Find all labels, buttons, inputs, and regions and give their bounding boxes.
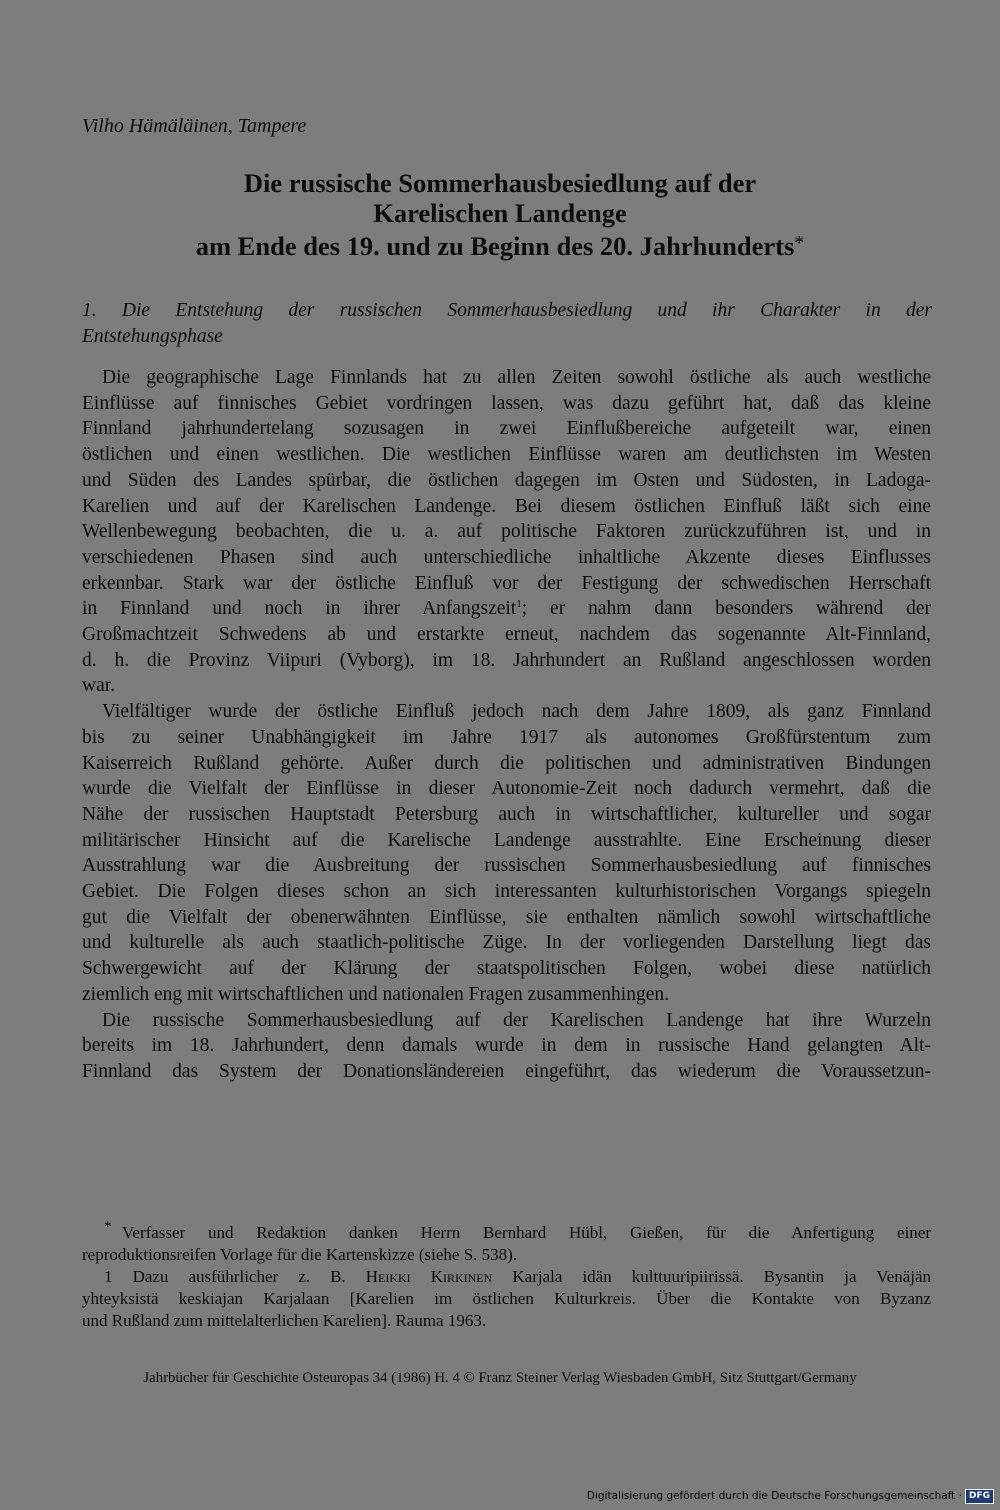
- footnotes: [82, 1219, 932, 1332]
- text-line: [82, 596, 931, 622]
- text-line: Wellenbewegung beobachten, die u. a. auf politische Faktoren zurückzuführen ist, und in: [82, 521, 931, 543]
- footnote-ref[interactable]: 1: [516, 598, 522, 611]
- text-line: Kaiserreich Rußland gehörte. Außer durch die politischen und administrativen Bindungen: [82, 752, 931, 774]
- text-segment: in Finnland und noch in ihrer Anfangszeit: [82, 598, 517, 620]
- footnote-text: Karjala idän kulttuuripiirissä. Bysantin ja Venäjän: [512, 1267, 932, 1286]
- footnote-text: Dazu ausführlicher z. B.: [132, 1267, 346, 1286]
- text-line: Finnland das System der Donationsländereien eingeführt, das wiederum die Voraussetzun-: [82, 1060, 931, 1082]
- text-line: gut die Vielfalt der obenerwähnten Einflüsse, sie enthalten nämlich sowohl wirtschaftliche: [82, 906, 931, 928]
- title-line: Die russische Sommerhausbesiedlung auf der: [243, 168, 757, 198]
- text-line: ziemlich eng mit wirtschaftlichen und nationalen Fragen zusammenhingen.: [82, 983, 669, 1005]
- text-line: Schwergewicht auf der Klärung der staatspolitischen Folgen, wobei diese natürlich: [82, 958, 931, 980]
- text-line: und kulturelle als auch staatlich-politische Züge. In der vorliegenden Darstellung liegt das: [82, 932, 931, 954]
- text-line: bereits im 18. Jahrhundert, denn damals wurde in dem in russische Hand gelangten Alt-: [82, 1035, 931, 1057]
- text-line: und Süden des Landes spürbar, die östlichen dagegen im Osten und Südosten, in Ladoga-: [82, 469, 931, 491]
- title-footnote-mark[interactable]: *: [794, 232, 805, 254]
- text-line: Die geographische Lage Finnlands hat zu allen Zeiten sowohl östliche als auch westliche: [102, 367, 931, 388]
- text-line: Ausstrahlung war die Ausbreitung der russischen Sommerhausbesiedlung auf finnisches: [82, 855, 931, 877]
- footnote-line: reproduktionsreifen Vorlage für die Kartenskizze (siehe S. 538).: [82, 1245, 518, 1264]
- article-title: [60, 168, 940, 261]
- dfg-logo: DFG: [965, 1489, 994, 1504]
- text-line: Großmachtzeit Schwedens ab und erstarkte erneut, nachdem das sogenannte Alt-Finnland,: [82, 624, 931, 646]
- text-line: verschiedenen Phasen sind auch unterschiedliche inhaltliche Akzente dieses Einflusses: [82, 546, 931, 568]
- footnote-author: Heikki Kirkinen: [365, 1267, 493, 1286]
- text-line: wurde die Vielfalt der Einflüsse in dieser Autonomie-Zeit noch dadurch vermehrt, daß die: [82, 778, 931, 800]
- body-text: [82, 365, 931, 1085]
- title-line: Karelischen Landenge: [373, 198, 627, 228]
- section-heading-line: Entstehungsphase: [82, 326, 223, 347]
- footnote-line: und Rußland zum mittelalterlichen Karelien]. Rauma 1963.: [82, 1311, 487, 1330]
- title-line: [60, 228, 940, 261]
- footnote-line: Verfasser und Redaktion danken Herrn Bernhard Hübl, Gießen, für die Anfertigung einer: [122, 1223, 931, 1242]
- text-line: Vielfältiger wurde der östliche Einfluß jedoch nach dem Jahre 1809, als ganz Finnland: [102, 701, 931, 723]
- text-line: Nähe der russischen Hauptstadt Petersburg auch in wirtschaftlicher, kultureller und sogar: [82, 803, 931, 825]
- footnote-line: yhteyksistä keskiajan Karjalaan [Karelien im östlichen Kulturkreis. Über die Kontakte von Byzanz: [82, 1289, 931, 1308]
- text-line: erkennbar. Stark war der östliche Einfluß vor der Festigung der schwedischen Herrschaft: [82, 572, 931, 594]
- text-line: Einflüsse auf finnisches Gebiet vordringen lassen, was dazu geführt hat, daß das kleine: [82, 392, 931, 414]
- digitization-notice: Digitalisierung gefördert durch die Deutsche Forschungsgemeinschaft ·: [586, 1490, 962, 1502]
- text-line: bis zu seiner Unabhängigkeit im Jahre 1917 als autonomes Großfürstentum zum: [82, 726, 931, 748]
- text-line: Die russische Sommerhausbesiedlung auf der Karelischen Landenge hat ihre Wurzeln: [102, 1009, 931, 1031]
- text-line: östlichen und einen westlichen. Die westlichen Einflüsse waren am deutlichsten im Westen: [82, 444, 931, 466]
- text-line: Gebiet. Die Folgen dieses schon an sich interessanten kulturhistorischen Vorgangs spiegeln: [82, 881, 931, 903]
- footnote-number: 1: [104, 1267, 113, 1286]
- digitization-banner: [587, 1488, 994, 1504]
- section-heading: [82, 298, 932, 350]
- footnote-line: [82, 1266, 931, 1288]
- journal-citation: Jahrbücher für Geschichte Osteuropas 34 (1986) H. 4 © Franz Steiner Verlag Wiesbaden GmbH, Sitz Stuttgart/Germany: [143, 1370, 857, 1386]
- text-line: militärischer Hinsicht auf die Karelische Landenge ausstrahlte. Eine Erscheinung dieser: [82, 829, 931, 851]
- section-heading-line: 1. Die Entstehung der russischen Sommerhausbesiedlung und ihr Charakter in der: [82, 300, 932, 321]
- footnote-star-mark: *: [104, 1219, 112, 1235]
- text-line: Karelien und auf der Karelischen Landenge. Bei diesem östlichen Einfluß läßt sich eine: [82, 495, 931, 517]
- text-segment: ; er nahm dann besonders während der: [521, 598, 931, 620]
- text-line: d. h. die Provinz Viipuri (Vyborg), im 18. Jahrhundert an Rußland angeschlossen worden: [82, 649, 931, 671]
- title-line-text: am Ende des 19. und zu Beginn des 20. Jahrhunderts: [195, 231, 795, 261]
- text-line: Finnland jahrhundertelang sozusagen in zwei Einflußbereiche aufgeteilt war, einen: [82, 418, 931, 440]
- author-line: Vilho Hämäläinen, Tampere: [82, 115, 307, 137]
- text-line: war.: [82, 675, 116, 697]
